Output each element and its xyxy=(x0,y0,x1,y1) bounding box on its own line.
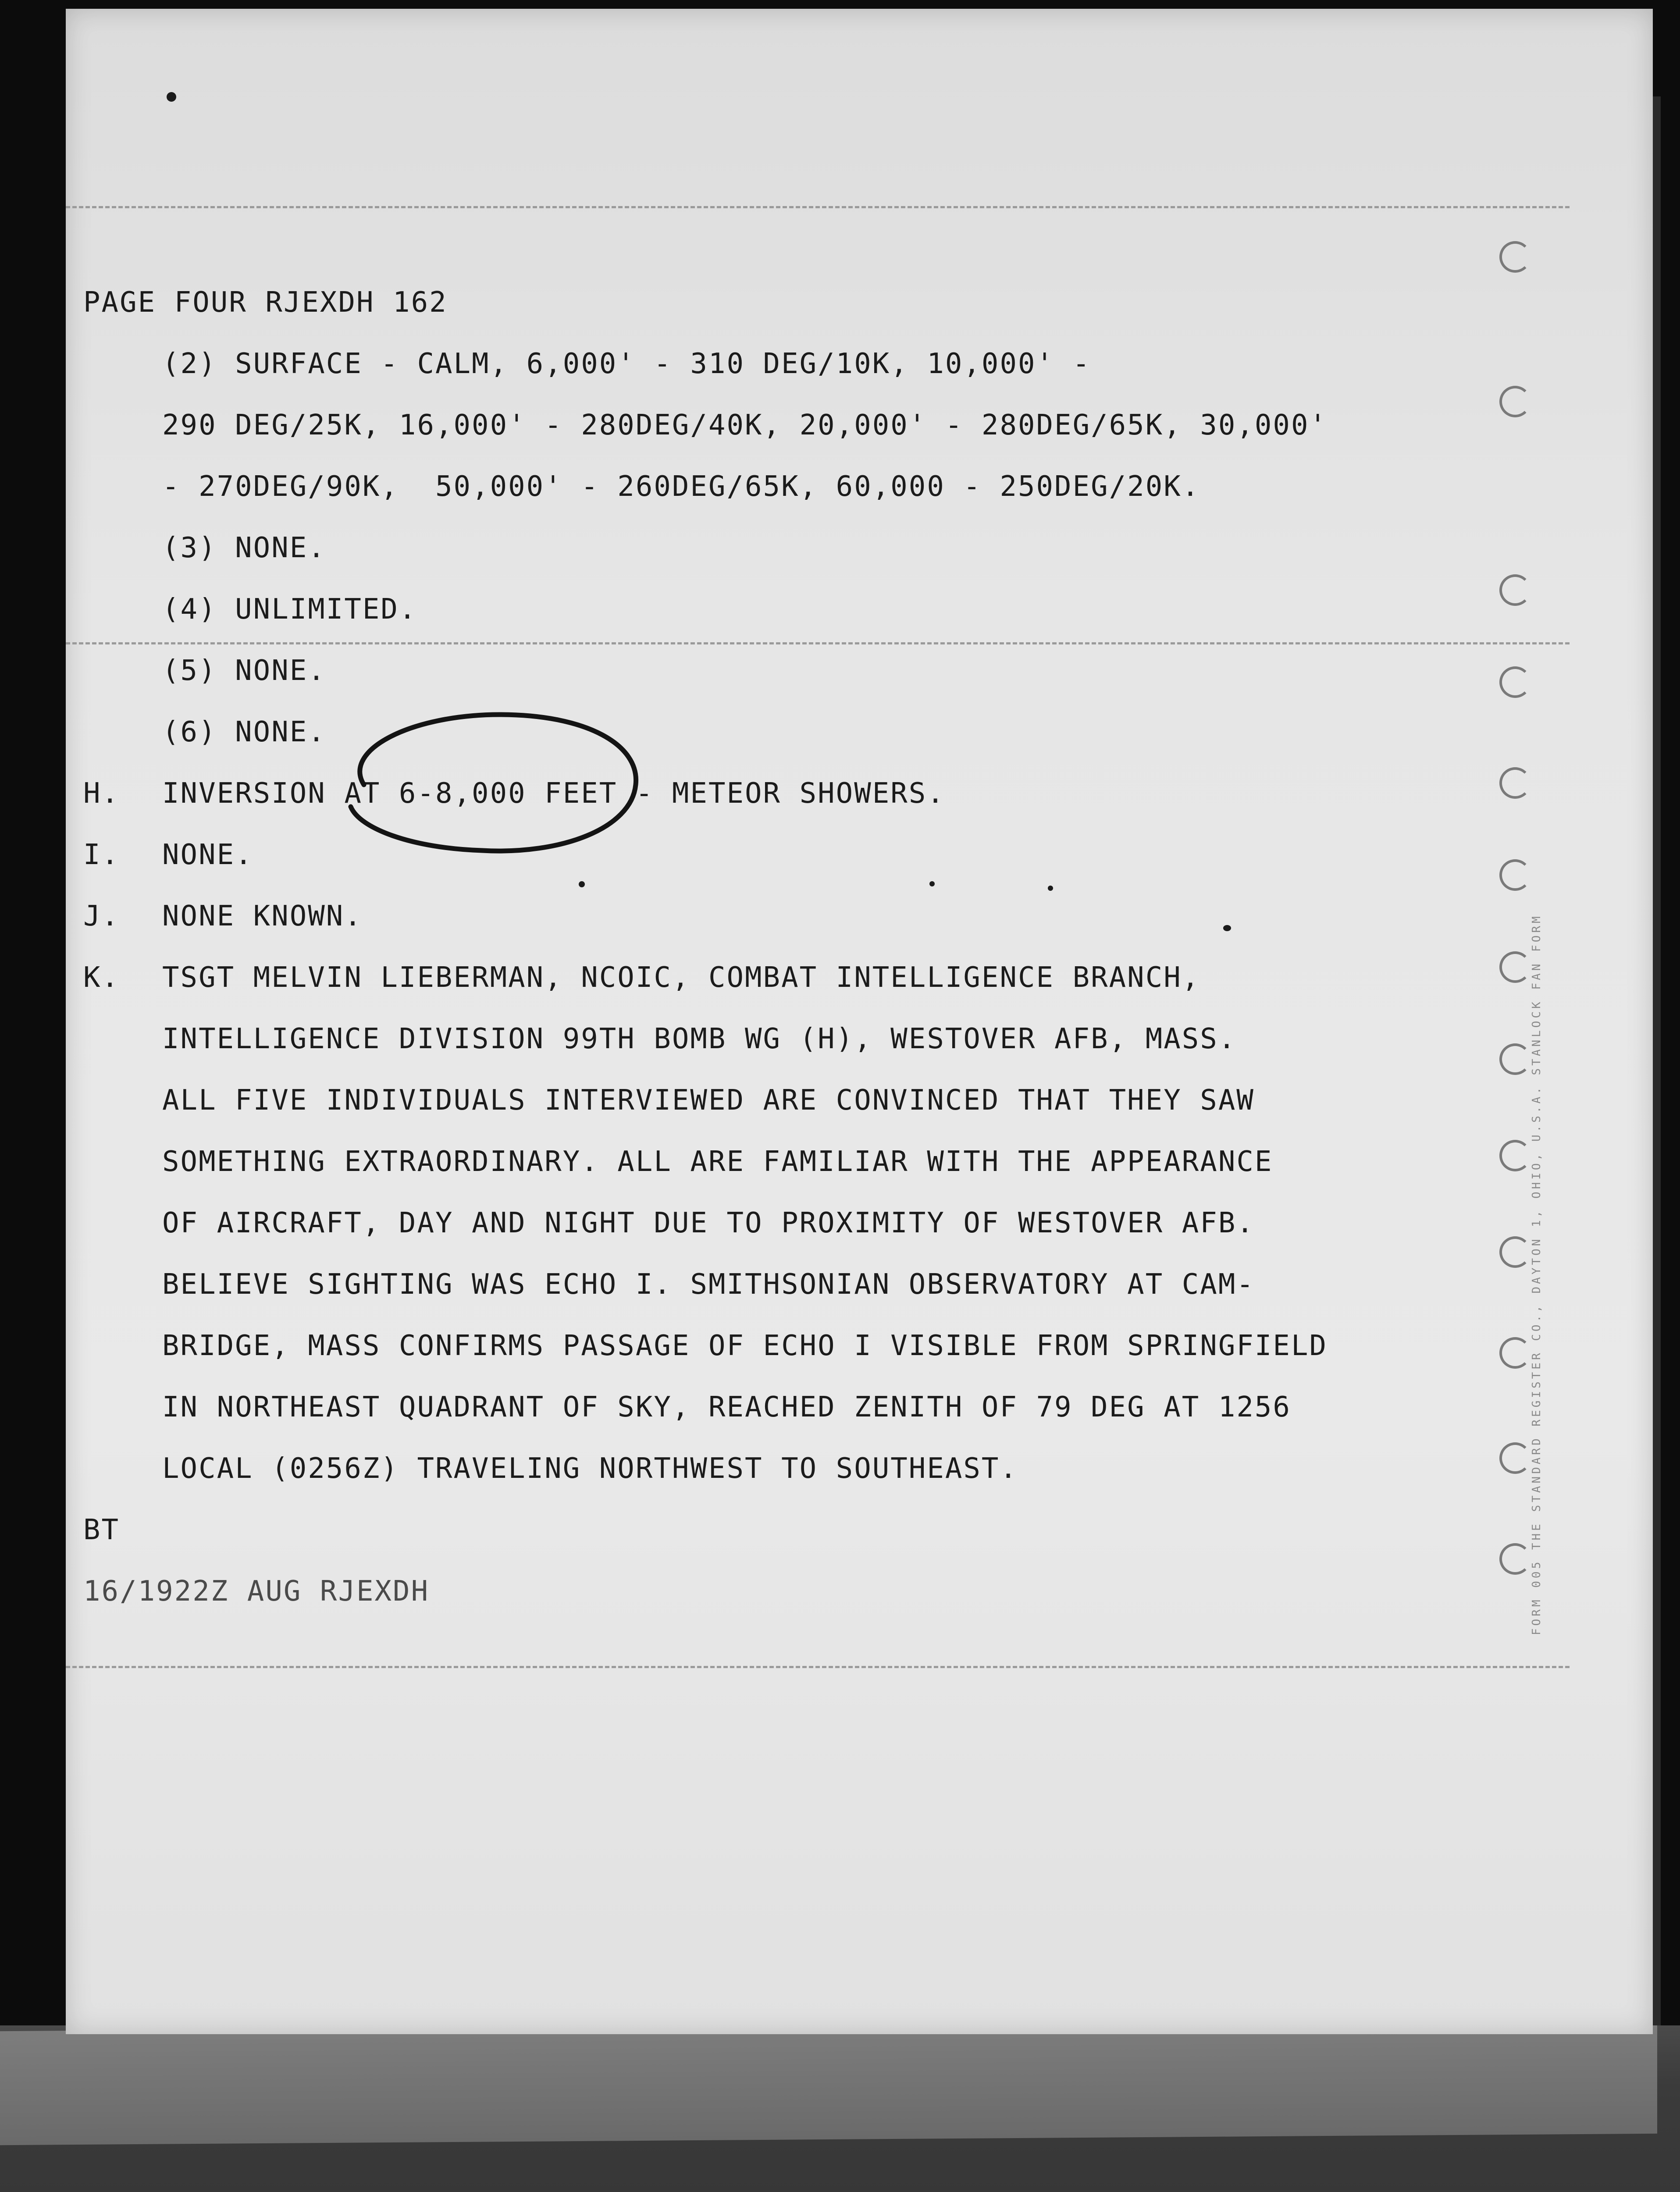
hand-drawn-circle xyxy=(316,697,653,868)
item-i-text: NONE. xyxy=(162,839,253,871)
break-marker: BT xyxy=(83,1514,120,1546)
item-h-text: INVERSION AT 6-8,000 FEET - METEOR SHOWERS. xyxy=(162,777,945,810)
item-k-line: SOMETHING EXTRAORDINARY. ALL ARE FAMILIAR WITH THE APPEARANCE xyxy=(162,1146,1273,1178)
item-letter: J. xyxy=(83,900,120,932)
item-letter: H. xyxy=(83,777,120,810)
weather-item: (3) NONE. xyxy=(162,532,326,564)
winds-line: - 270DEG/90K, 50,000' - 260DEG/65K, 60,000 - 250DEG/20K. xyxy=(162,470,1200,503)
ink-speck xyxy=(579,881,585,887)
page-header: PAGE FOUR RJEXDH 162 xyxy=(83,286,448,319)
ink-speck xyxy=(1223,925,1231,931)
winds-line: (2) SURFACE - CALM, 6,000' - 310 DEG/10K, 10,000' - xyxy=(162,348,1091,380)
ink-speck xyxy=(1048,886,1053,891)
ink-speck xyxy=(929,881,935,886)
winds-line: 290 DEG/25K, 16,000' - 280DEG/40K, 20,000' - 280DEG/65K, 30,000' xyxy=(162,409,1328,441)
item-k-line: IN NORTHEAST QUADRANT OF SKY, REACHED ZENITH OF 79 DEG AT 1256 xyxy=(162,1391,1291,1423)
item-k-line: INTELLIGENCE DIVISION 99TH BOMB WG (H), WESTOVER AFB, MASS. xyxy=(162,1023,1237,1055)
weather-item: (5) NONE. xyxy=(162,655,326,687)
item-k-line: LOCAL (0256Z) TRAVELING NORTHWEST TO SOUTHEAST. xyxy=(162,1452,1018,1485)
item-letter: I. xyxy=(83,839,120,871)
weather-item: (4) UNLIMITED. xyxy=(162,593,417,626)
date-time-group: 16/1922Z AUG RJEXDH xyxy=(83,1575,430,1608)
form-imprint: FORM 005 THE STANDARD REGISTER CO., DAYTON 1, OHIO, U.S.A. STANLOCK FAN FORM xyxy=(1530,914,1543,1635)
item-k-line: ALL FIVE INDIVIDUALS INTERVIEWED ARE CONVINCED THAT THEY SAW xyxy=(162,1084,1255,1117)
weather-item: (6) NONE. xyxy=(162,716,326,748)
item-j-text: NONE KNOWN. xyxy=(162,900,363,932)
item-k-line: OF AIRCRAFT, DAY AND NIGHT DUE TO PROXIMITY OF WESTOVER AFB. xyxy=(162,1207,1255,1239)
item-k-line: TSGT MELVIN LIEBERMAN, NCOIC, COMBAT INTELLIGENCE BRANCH, xyxy=(162,961,1200,994)
item-k-line: BELIEVE SIGHTING WAS ECHO I. SMITHSONIAN OBSERVATORY AT CAM- xyxy=(162,1268,1255,1301)
item-k-line: BRIDGE, MASS CONFIRMS PASSAGE OF ECHO I VISIBLE FROM SPRINGFIELD xyxy=(162,1330,1328,1362)
ink-speck xyxy=(167,92,176,102)
item-letter: K. xyxy=(83,961,120,994)
